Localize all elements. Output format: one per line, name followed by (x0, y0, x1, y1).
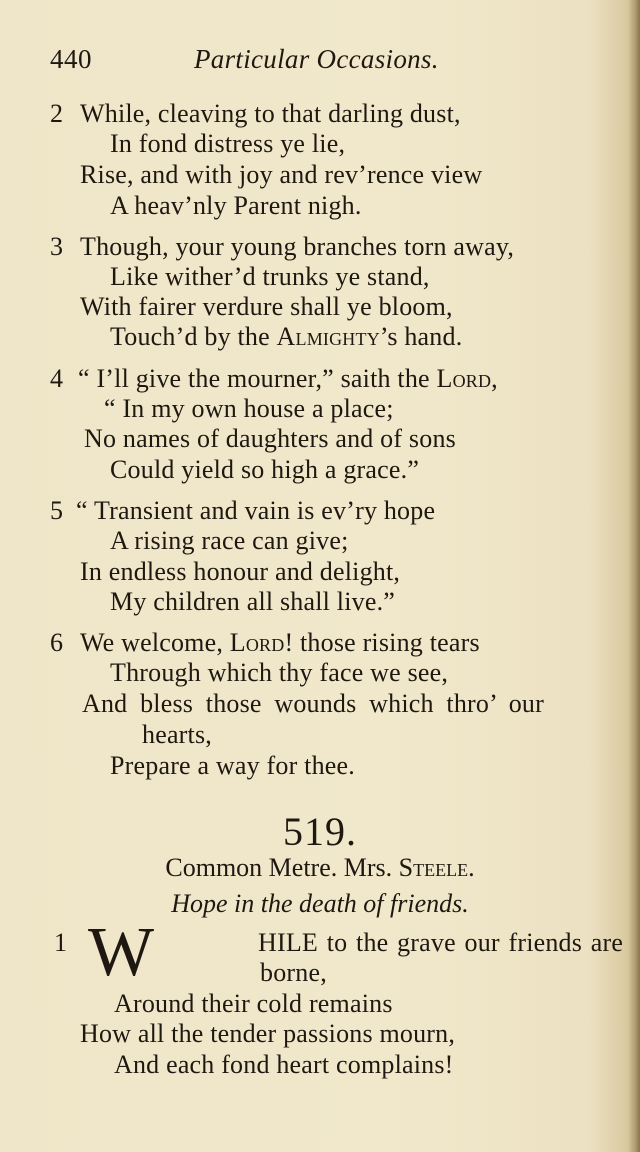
line-text: “ I’ll give the mourner,” saith the (78, 364, 437, 393)
stanza-line: A heav’nly Parent nigh. (110, 191, 362, 220)
divine-name: Lord (229, 628, 285, 657)
stanza-line: “ In my own house a place; (104, 394, 394, 423)
hymn-number: 519. (283, 809, 357, 854)
divine-name: Lord (436, 364, 492, 393)
stanza-line: A rising race can give; (110, 526, 349, 555)
stanza-line: Prepare a way for thee. (110, 751, 355, 780)
stanza-line: With fairer verdure shall ye bloom, (80, 292, 453, 321)
author-name: Steele (398, 853, 469, 882)
hymn-meter-author (0, 853, 640, 883)
stanza-line: Rise, and with joy and rev’rence view (80, 160, 483, 189)
stanza-number: 3 (50, 232, 63, 261)
stanza-line: borne, (260, 958, 327, 987)
page-header (50, 44, 470, 84)
stanza-line: In fond distress ye lie, (110, 129, 346, 158)
stanza-number: 4 (50, 364, 63, 393)
running-title: Particular Occasions. (194, 44, 439, 74)
stanza-line: Like wither’d trunks ye stand, (110, 262, 430, 291)
divine-name: Almighty (276, 322, 380, 351)
drop-cap-letter: W (88, 914, 155, 991)
meter: Common Metre. (165, 853, 338, 882)
page-number: 440 (50, 44, 92, 74)
stanza-line: My children all shall live.” (110, 587, 396, 616)
stanza-number: 5 (50, 496, 63, 525)
stanza-line: “ Transient and vain is ev’ry hope (76, 496, 436, 525)
stanza-line (110, 322, 462, 352)
page-edge-shadow (628, 0, 640, 1152)
stanza-line: And each fond heart complains! (114, 1050, 454, 1079)
stanza-number: 6 (50, 628, 63, 657)
stanza-line: HILE to the grave our friends are (258, 928, 624, 957)
stanza-line: Though, your young branches torn away, (80, 232, 515, 261)
stanza-line: hearts, (142, 720, 212, 749)
stanza-line: Could yield so high a grace.” (110, 455, 420, 484)
hymn-subject: Hope in the death of friends. (171, 889, 469, 918)
stanza-line: While, cleaving to that darling dust, (80, 99, 461, 128)
stanza-number: 2 (50, 99, 63, 128)
author-tail: . (468, 853, 475, 882)
stanza-line: No names of daughters and of sons (84, 424, 456, 453)
author-prefix: Mrs. (343, 853, 393, 882)
line-text: Touch’d by the (110, 322, 277, 351)
stanza-line: And bless those wounds which thro’ our (82, 689, 544, 718)
stanza-line: In endless honour and delight, (80, 557, 401, 586)
stanza-line: Around their cold remains (114, 989, 393, 1018)
stanza-line: Through which thy face we see, (110, 658, 449, 687)
stanza-line (78, 364, 498, 394)
line-tail: , (491, 364, 498, 393)
stanza-line: How all the tender passions mourn, (80, 1019, 456, 1048)
line-tail: ’s hand. (379, 322, 463, 351)
line-tail: ! those rising tears (284, 628, 480, 657)
line-text: We welcome, (80, 628, 230, 657)
stanza-line (80, 628, 480, 658)
stanza-number: 1 (54, 928, 67, 957)
